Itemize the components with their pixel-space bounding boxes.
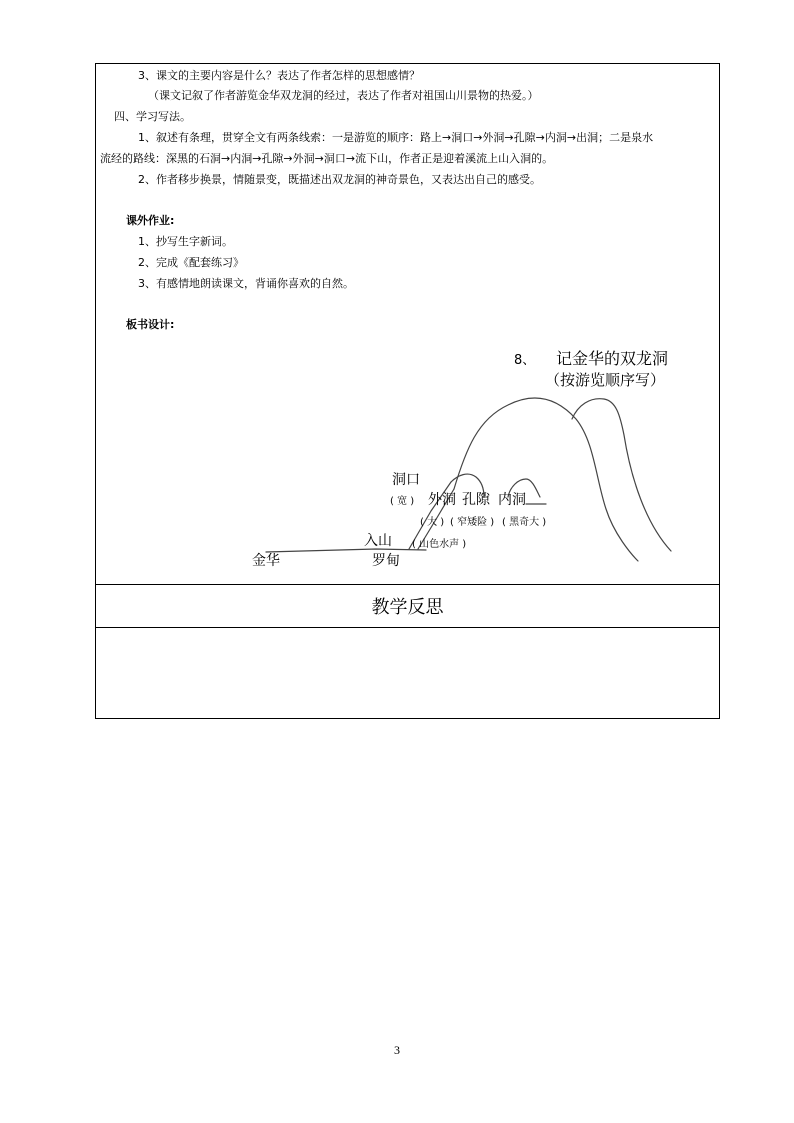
point-2: 2、作者移步换景，情随景变，既描述出双龙洞的神奇景色，又表达出自己的感受。 bbox=[138, 173, 541, 186]
label-da: ( 大 ) bbox=[420, 517, 445, 528]
homework-item: 2、完成《配套练习》 bbox=[138, 256, 244, 269]
label-jinhua: 金华 bbox=[252, 553, 280, 569]
question-3: 3、课文的主要内容是什么？表达了作者怎样的思想感情？ bbox=[138, 69, 420, 82]
label-hei: ( 黑奇大 ) bbox=[502, 517, 547, 528]
label-rushan: 入山 bbox=[364, 533, 392, 549]
board-design-heading: 板书设计: bbox=[126, 318, 175, 331]
label-waidong: 外洞 bbox=[428, 492, 456, 508]
board-subtitle: （按游览顺序写） bbox=[545, 371, 666, 389]
section-4-heading: 四、学习写法。 bbox=[114, 110, 191, 123]
page-number: 3 bbox=[394, 1043, 400, 1057]
label-luodian: 罗甸 bbox=[372, 553, 400, 569]
homework-item: 3、有感情地朗读课文，背诵你喜欢的自然。 bbox=[138, 277, 354, 290]
reflection-title-cell bbox=[96, 585, 719, 627]
homework-item: 1、抄写生字新词。 bbox=[138, 235, 233, 248]
point-1-line-1: 1、叙述有条理，贯穿全文有两条线索：一是游览的顺序：路上→洞口→外洞→孔隙→内洞→出洞；二是泉水 bbox=[138, 131, 654, 144]
label-zhai: ( 窄矮险 ) bbox=[450, 517, 495, 528]
label-dongkou: 洞口 bbox=[392, 472, 420, 488]
board-title: 记金华的双龙洞 bbox=[556, 349, 669, 368]
label-kongxi: 孔隙 bbox=[462, 492, 490, 508]
point-1-line-2: 流经的路线：深黑的石洞→内洞→孔隙→外洞→洞口→流下山，作者正是迎着溪流上山入洞的。 bbox=[100, 152, 554, 165]
reflection-content-cell bbox=[96, 628, 719, 718]
board-title-number: 8、 bbox=[514, 353, 536, 368]
answer-3: （课文记叙了作者游览金华双龙洞的经过，表达了作者对祖国山川景物的热爱。） bbox=[148, 89, 539, 102]
label-neidong: 内洞 bbox=[498, 492, 526, 508]
lesson-table bbox=[95, 63, 720, 719]
lesson-content-cell bbox=[96, 64, 719, 584]
homework-heading: 课外作业: bbox=[126, 214, 175, 227]
label-kuan: ( 宽 ) bbox=[390, 496, 415, 507]
label-shanse: ( 山色水声 ) bbox=[412, 539, 467, 550]
board-diagram bbox=[246, 339, 686, 574]
reflection-title: 教学反思 bbox=[371, 597, 444, 618]
